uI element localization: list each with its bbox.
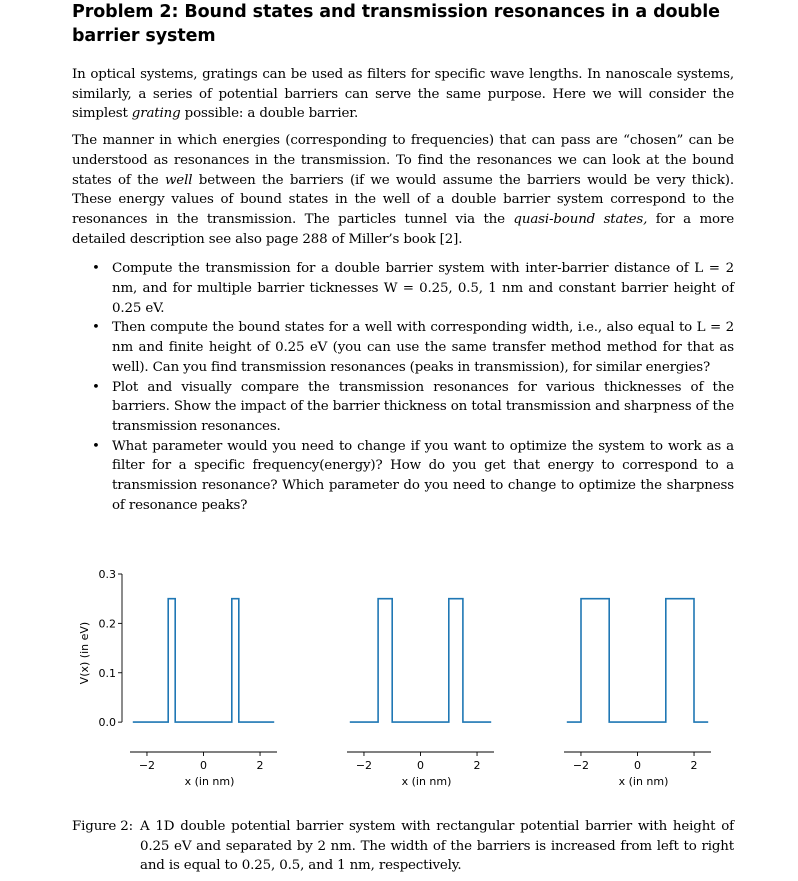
potential-plots bbox=[60, 560, 760, 800]
paragraph-resonance bbox=[72, 131, 734, 249]
paragraph-intro-part1: In optical systems, gratings can be used as filters for specific wave lengths. In nanoscale systems, similarly, a series of potential barriers can serve the same purpose. Here we will consider the simplest bbox=[72, 67, 734, 122]
paragraph-resonance-part3: for a more detailed description see also page 288 of Miller’s book [2]. bbox=[72, 211, 734, 247]
problem-heading: Problem 2: Bound states and transmission resonances in a double barrier system bbox=[72, 2, 720, 46]
bullet-icon: • bbox=[92, 320, 100, 336]
x-axis-label: x (in nm) bbox=[401, 775, 452, 788]
x-tick-label: 0 bbox=[634, 759, 641, 772]
x-axis-label: x (in nm) bbox=[184, 775, 235, 788]
y-tick-label: 0.3 bbox=[98, 568, 116, 581]
y-tick-label: 0.2 bbox=[98, 617, 116, 631]
bullet-icon: • bbox=[92, 438, 100, 454]
paragraph-intro-emph: grating bbox=[131, 106, 181, 122]
potential-line bbox=[133, 599, 274, 722]
paper-page bbox=[72, 0, 734, 515]
y-tick-label: 0.1 bbox=[98, 666, 116, 680]
task-text: Compute the transmission for a double barrier system with inter-barrier distance of L = 2 nm, and for multiple barrier ticknesses W = 0.25, 0.5, 1 nm and constant barrier height of 0.25 eV. bbox=[112, 261, 734, 316]
task-text: What parameter would you need to change if you want to optimize the system to work as a filter for a specific frequency(energy)? How do you get that energy to correspond to a transmission resonance? Which parameter do you need to change to optimize the sharpness of resonance peaks? bbox=[112, 438, 734, 513]
potential-line bbox=[350, 599, 491, 722]
x-axis-label: x (in nm) bbox=[618, 775, 669, 788]
x-tick-label: −2 bbox=[138, 759, 156, 772]
bullet-icon: • bbox=[92, 261, 100, 277]
task-item bbox=[72, 318, 734, 377]
paragraph-intro-part2: possible: a double barrier. bbox=[180, 106, 359, 122]
caption-label: Figure 2: bbox=[72, 819, 134, 834]
figure-potential-barriers bbox=[60, 560, 760, 800]
task-item bbox=[72, 378, 734, 437]
x-tick-label: 0 bbox=[200, 759, 207, 772]
x-tick-label: −2 bbox=[355, 759, 373, 772]
figure-caption bbox=[72, 817, 734, 876]
paragraph-intro bbox=[72, 65, 734, 124]
paragraph-resonance-part2: between the barriers (if we would assume the barriers would be very thick). These energy values of bound states in the well of a double barrier system correspond to the resonances in the transmission. The particles tunnel via the bbox=[72, 172, 734, 227]
paragraph-resonance-emph-quasi: quasi-bound states, bbox=[513, 211, 648, 227]
x-tick-label: 2 bbox=[473, 759, 481, 772]
caption-text: A 1D double potential barrier system with rectangular potential barrier with height of 0.25 eV and separated by 2 nm. The width of the barriers is increased from left to right and is equal to 0.25, 0.5, and 1 nm, respectively. bbox=[140, 819, 734, 874]
x-tick-label: −2 bbox=[572, 759, 590, 772]
potential-line bbox=[567, 599, 708, 722]
task-text: Plot and visually compare the transmission resonances for various thicknesses of the barriers. Show the impact of the barrier thickness on total transmission and sharpness of the transmission resonances. bbox=[112, 379, 734, 434]
x-tick-label: 0 bbox=[417, 759, 424, 772]
y-tick-label: 0.0 bbox=[98, 716, 116, 730]
task-text: Then compute the bound states for a well with corresponding width, i.e., also equal to L = 2 nm and finite height of 0.25 eV (you can use the same transfer method method for that as well). Can you find transmission resonances (peaks in transmission), for similar energies? bbox=[112, 320, 734, 375]
y-axis-label: V(x) (in eV) bbox=[78, 621, 91, 685]
x-tick-label: 2 bbox=[256, 759, 264, 772]
task-item bbox=[72, 437, 734, 516]
paragraph-resonance-emph-well: well bbox=[165, 172, 193, 188]
x-tick-label: 2 bbox=[690, 759, 698, 772]
task-list bbox=[72, 259, 734, 515]
bullet-icon: • bbox=[92, 379, 100, 395]
paragraph-resonance-part1: The manner in which energies (corresponding to frequencies) that can pass are “chosen” can be understood as resonances in the transmission. To find the resonances we can look at the bound states of the bbox=[72, 133, 734, 188]
task-item bbox=[72, 259, 734, 318]
